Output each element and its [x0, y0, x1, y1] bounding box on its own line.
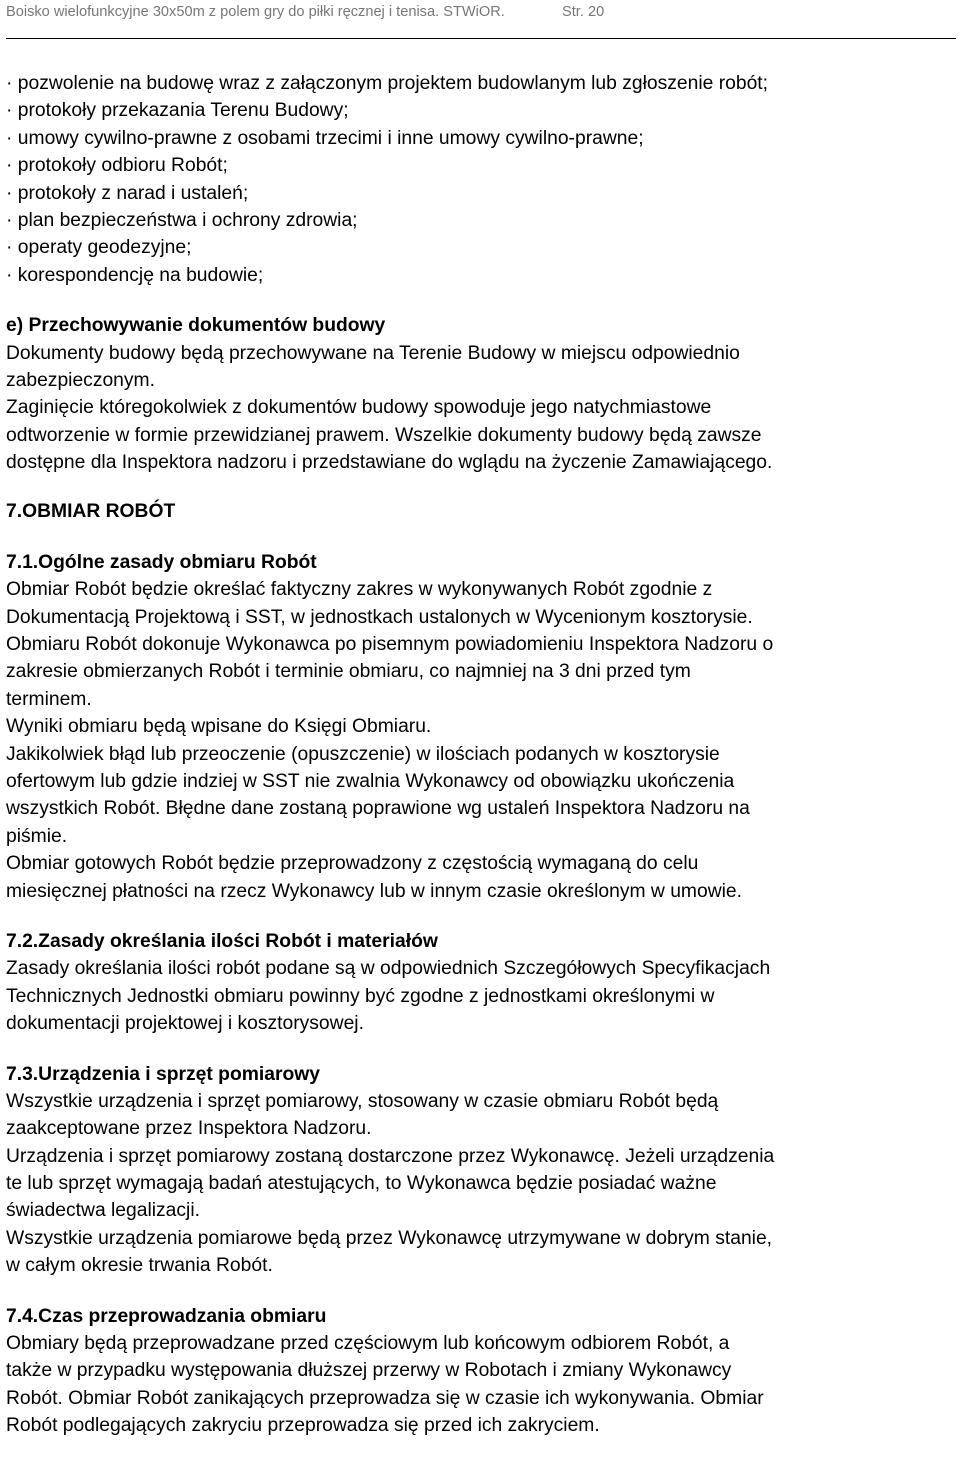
document-body: [6, 70, 958, 1440]
paragraph-line: te lub sprzęt wymagają badań atestujących, to Wykonawca będzie posiadać ważne: [6, 1173, 717, 1195]
paragraph-line: dostępne dla Inspektora nadzoru i przedstawiane do wglądu na życzenie Zamawiającego.: [6, 452, 773, 474]
list-item: · operaty geodezyjne;: [6, 237, 192, 259]
paragraph-line: wszystkich Robót. Błędne dane zostaną poprawione wg ustaleń Inspektora Nadzoru na: [6, 798, 750, 820]
section-heading: e) Przechowywanie dokumentów budowy: [6, 315, 386, 337]
paragraph-line: Obmiary będą przeprowadzane przed częściowym lub końcowym odbiorem Robót, a: [6, 1333, 730, 1355]
paragraph-line: Obmiar Robót będzie określać faktyczny zakres w wykonywanych Robót zgodnie z: [6, 579, 713, 601]
list-item: · pozwolenie na budowę wraz z załączonym projektem budowlanym lub zgłoszenie robót;: [6, 73, 769, 94]
paragraph-line: Jakikolwiek błąd lub przeoczenie (opuszczenie) w ilościach podanych w kosztorysie: [6, 743, 720, 765]
paragraph-line: Wyniki obmiaru będą wpisane do Księgi Obmiaru.: [6, 716, 432, 738]
paragraph-line: Robót. Obmiar Robót zanikających przeprowadza się w czasie ich wykonywania. Obmiar: [6, 1387, 764, 1409]
page-header: [6, 2, 956, 39]
paragraph-line: w całym okresie trwania Robót.: [6, 1255, 273, 1277]
paragraph-line: zaakceptowane przez Inspektora Nadzoru.: [6, 1118, 372, 1140]
document-title: Boisko wielofunkcyjne 30x50m z polem gry do piłki ręcznej i tenisa. STWiOR.: [6, 4, 505, 20]
paragraph-line: dokumentacji projektowej i kosztorysowej.: [6, 1013, 364, 1035]
paragraph-line: Robót podlegających zakryciu przeprowadza się przed ich zakryciem.: [6, 1415, 600, 1437]
paragraph-line: ofertowym lub gdzie indziej w SST nie zwalnia Wykonawcy od obowiązku ukończenia: [6, 770, 735, 792]
list-item: · protokoły przekazania Terenu Budowy;: [6, 100, 349, 122]
list-item: · korespondencję na budowie;: [6, 264, 264, 286]
paragraph-line: świadectwa legalizacji.: [6, 1200, 200, 1222]
paragraph-line: Obmiaru Robót dokonuje Wykonawca po pisemnym powiadomieniu Inspektora Nadzoru o: [6, 634, 774, 656]
paragraph-line: Dokumenty budowy będą przechowywane na Terenie Budowy w miejscu odpowiednio: [6, 342, 740, 364]
section-7-2: [6, 928, 958, 1038]
paragraph-line: odtworzenie w formie przewidzianej prawem. Wszelkie dokumenty budowy będą zawsze: [6, 424, 762, 446]
list-item: · protokoły odbioru Robót;: [6, 155, 228, 177]
section-e: [6, 312, 958, 476]
section-heading: 7.3.Urządzenia i sprzęt pomiarowy: [6, 1063, 320, 1085]
paragraph-line: Zasady określania ilości robót podane są w odpowiednich Szczegółowych Specyfikacjach: [6, 958, 771, 980]
chapter-heading: 7.OBMIAR ROBÓT: [6, 501, 176, 523]
section-7-4: [6, 1303, 958, 1440]
list-item: · protokoły z narad i ustaleń;: [6, 182, 249, 204]
section-heading: 7.4.Czas przeprowadzania obmiaru: [6, 1305, 327, 1327]
paragraph-line: miesięcznej płatności na rzecz Wykonawcy lub w innym czasie określonym w umowie.: [6, 880, 742, 902]
paragraph-line: Zaginięcie któregokolwiek z dokumentów budowy spowoduje jego natychmiastowe: [6, 397, 712, 419]
paragraph-line: Wszystkie urządzenia pomiarowe będą przez Wykonawcę utrzymywane w dobrym stanie,: [6, 1227, 773, 1249]
section-7-3: [6, 1061, 958, 1280]
paragraph-line: także w przypadku występowania dłuższej przerwy w Robotach i zmiany Wykonawcy: [6, 1360, 732, 1382]
section-heading: 7.1.Ogólne zasady obmiaru Robót: [6, 551, 317, 573]
section-heading: 7.2.Zasady określania ilości Robót i materiałów: [6, 930, 438, 952]
paragraph-line: zabezpieczonym.: [6, 369, 155, 391]
paragraph-line: terminem.: [6, 688, 92, 710]
list-item: · umowy cywilno-prawne z osobami trzecimi i inne umowy cywilno-prawne;: [6, 127, 644, 149]
paragraph-line: piśmie.: [6, 825, 68, 847]
paragraph-line: Obmiar gotowych Robót będzie przeprowadzony z częstością wymaganą do celu: [6, 853, 699, 875]
paragraph-line: Dokumentacją Projektową i SST, w jednostkach ustalonych w Wycenionym kosztorysie.: [6, 606, 753, 628]
list-item: · plan bezpieczeństwa i ochrony zdrowia;: [6, 209, 358, 231]
paragraph-line: zakresie obmierzanych Robót i terminie obmiaru, co najmniej na 3 dni przed tym: [6, 661, 691, 683]
paragraph-line: Urządzenia i sprzęt pomiarowy zostaną dostarczone przez Wykonawcę. Jeżeli urządzenia: [6, 1145, 775, 1167]
paragraph-line: Technicznych Jednostki obmiaru powinny być zgodne z jednostkami określonymi w: [6, 985, 715, 1007]
page-number: Str. 20: [562, 4, 605, 20]
document-list: [6, 70, 958, 289]
section-7-1: [6, 549, 958, 905]
paragraph-line: Wszystkie urządzenia i sprzęt pomiarowy, stosowany w czasie obmiaru Robót będą: [6, 1090, 719, 1112]
